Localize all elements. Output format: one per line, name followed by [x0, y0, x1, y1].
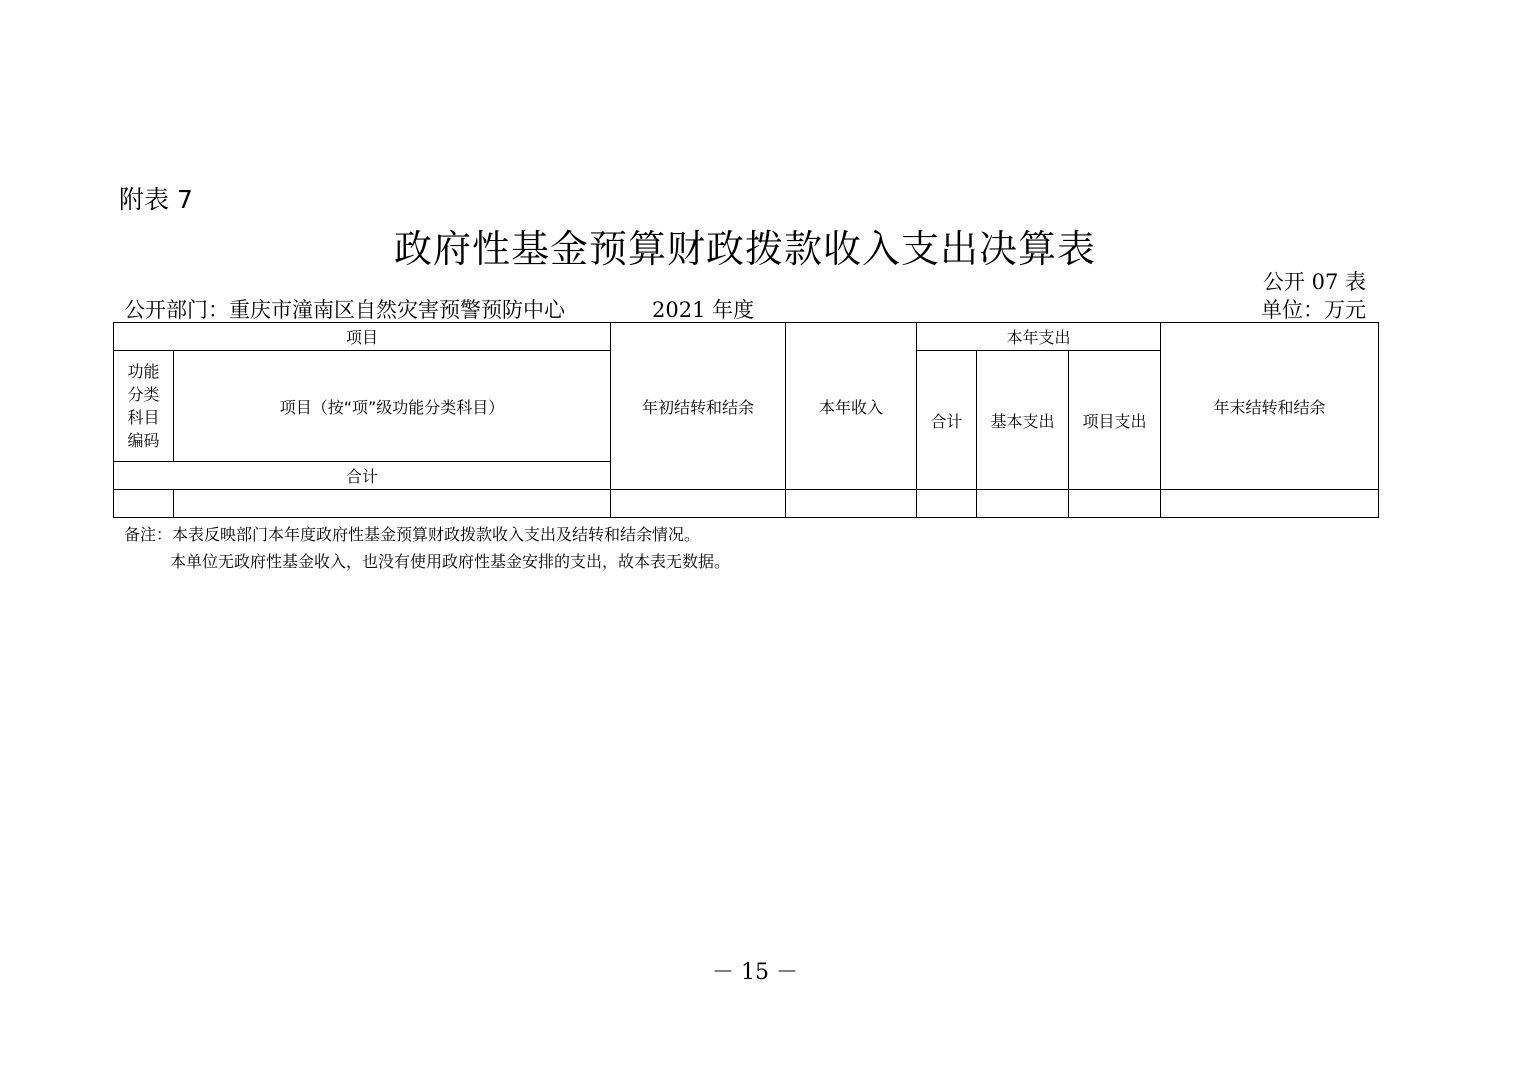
code-header-line-4: 编码	[127, 431, 160, 450]
page-number: － 15 －	[712, 960, 798, 985]
cell-beginning-balance	[611, 490, 786, 518]
department-label: 公开部门：重庆市潼南区自然灾害预警预防中心	[124, 298, 565, 322]
current-expenditure-header: 本年支出	[917, 323, 1161, 351]
total-row-label: 合计	[114, 462, 611, 490]
note-line-2: 本单位无政府性基金收入，也没有使用政府性基金安排的支出，故本表无数据。	[170, 552, 731, 571]
subtotal-header: 合计	[917, 351, 977, 490]
fiscal-year: 2021 年度	[652, 298, 755, 322]
unit-label: 单位：万元	[1261, 298, 1366, 322]
basic-expenditure-header: 基本支出	[977, 351, 1069, 490]
current-income-header: 本年收入	[786, 323, 917, 490]
cell-basic-expenditure	[977, 490, 1069, 518]
attachment-label: 附表 7	[119, 185, 193, 214]
code-header-line-3: 科目	[127, 408, 160, 427]
cell-project-expenditure	[1069, 490, 1161, 518]
beginning-balance-header: 年初结转和结余	[611, 323, 786, 490]
cell-ending-balance	[1161, 490, 1379, 518]
project-header: 项目	[114, 323, 611, 351]
cell-current-income	[786, 490, 917, 518]
function-code-header	[114, 351, 174, 462]
cell-subtotal	[917, 490, 977, 518]
page-title: 政府性基金预算财政拨款收入支出决算表	[393, 227, 1096, 271]
cell-code	[114, 490, 174, 518]
budget-table	[113, 322, 1379, 518]
project-expenditure-header: 项目支出	[1069, 351, 1161, 490]
ending-balance-header: 年末结转和结余	[1161, 323, 1379, 490]
table-code: 公开 07 表	[1262, 270, 1366, 294]
item-header: 项目（按“项”级功能分类科目）	[174, 351, 611, 462]
code-header-line-1: 功能	[127, 362, 160, 381]
cell-item	[174, 490, 611, 518]
code-header-line-2: 分类	[127, 385, 160, 404]
note-line-1: 备注：本表反映部门本年度政府性基金预算财政拨款收入支出及结转和结余情况。	[124, 525, 701, 544]
table-row	[114, 490, 1379, 518]
